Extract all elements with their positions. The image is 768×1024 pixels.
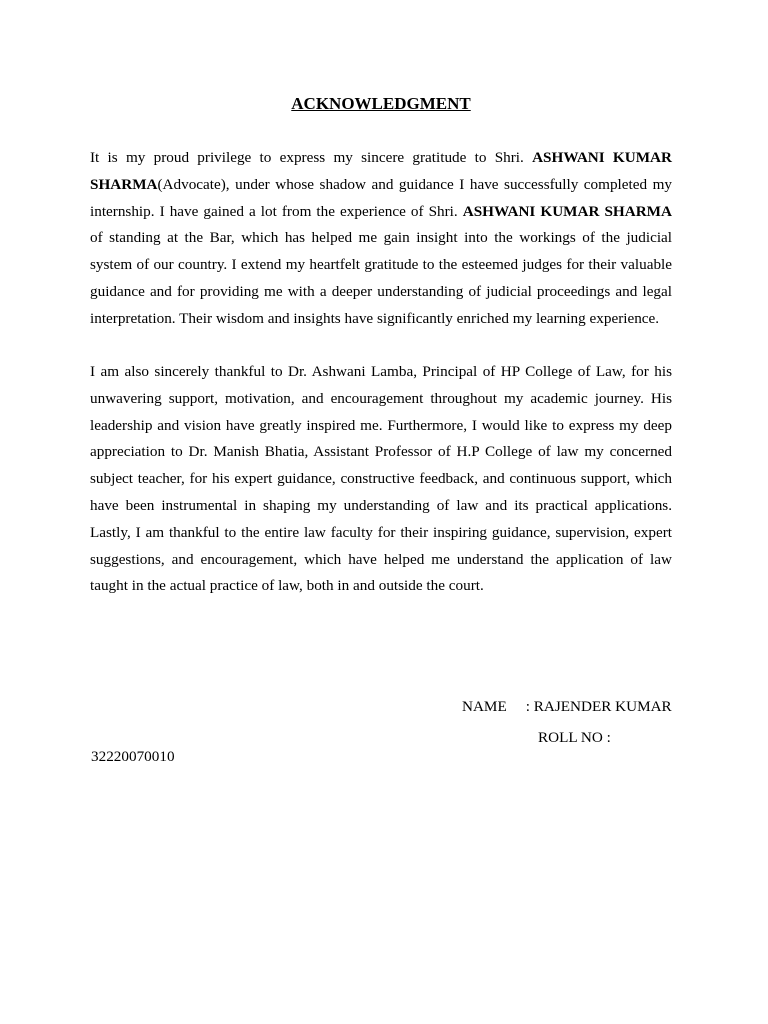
signature-roll-number: 32220070010 [91,748,175,765]
advocate-name: ASHWANI KUMAR SHARMA [462,202,672,220]
signature-roll-label: ROLL NO : [538,729,611,746]
paragraph-text: It is my proud privilege to express my sincere gratitude to Shri. [90,149,533,166]
paragraph-gratitude-advocate [90,145,672,333]
paragraph-gratitude-faculty: I am also sincerely thankful to Dr. Ashwani Lamba, Principal of HP College of Law, for his unwavering support, motivation, and encouragement throughout my academic journey. His leadership and vision have greatly inspired me. Furthermore, I would like to express my deep appreciation to Dr. Manish Bhatia, Assistant Professor of H.P College of law my concerned subject teacher, for his expert guidance, constructive feedback, and continuous support, which have been instrumental in shaping my understanding of law and its practical applications. Lastly, I am thankful to the entire law faculty for their inspiring guidance, supervision, expert suggestions, and encouragement, which have helped me understand the application of law taught in the actual practice of law, both in and outside the court. [90,363,672,595]
signature-name: NAME : RAJENDER KUMAR [462,698,672,715]
advocate-name: ASHWANI KUMAR SHARMA [90,149,672,193]
page-title: ACKNOWLEDGMENT [291,94,471,113]
paragraph-text: of standing at the Bar, which has helped me gain insight into the workings of the judicial system of our country. I extend my heartfelt gratitude to the esteemed judges for their valuable guidance and for providing me with a deeper understanding of judicial proceedings and legal interpretation. Their wisdom and insights have significantly enriched my learning experience. [90,229,672,327]
paragraph-text: (Advocate), under whose shadow and guidance I have successfully completed my internship. I have gained a lot from the experience of Shri. [90,175,672,220]
